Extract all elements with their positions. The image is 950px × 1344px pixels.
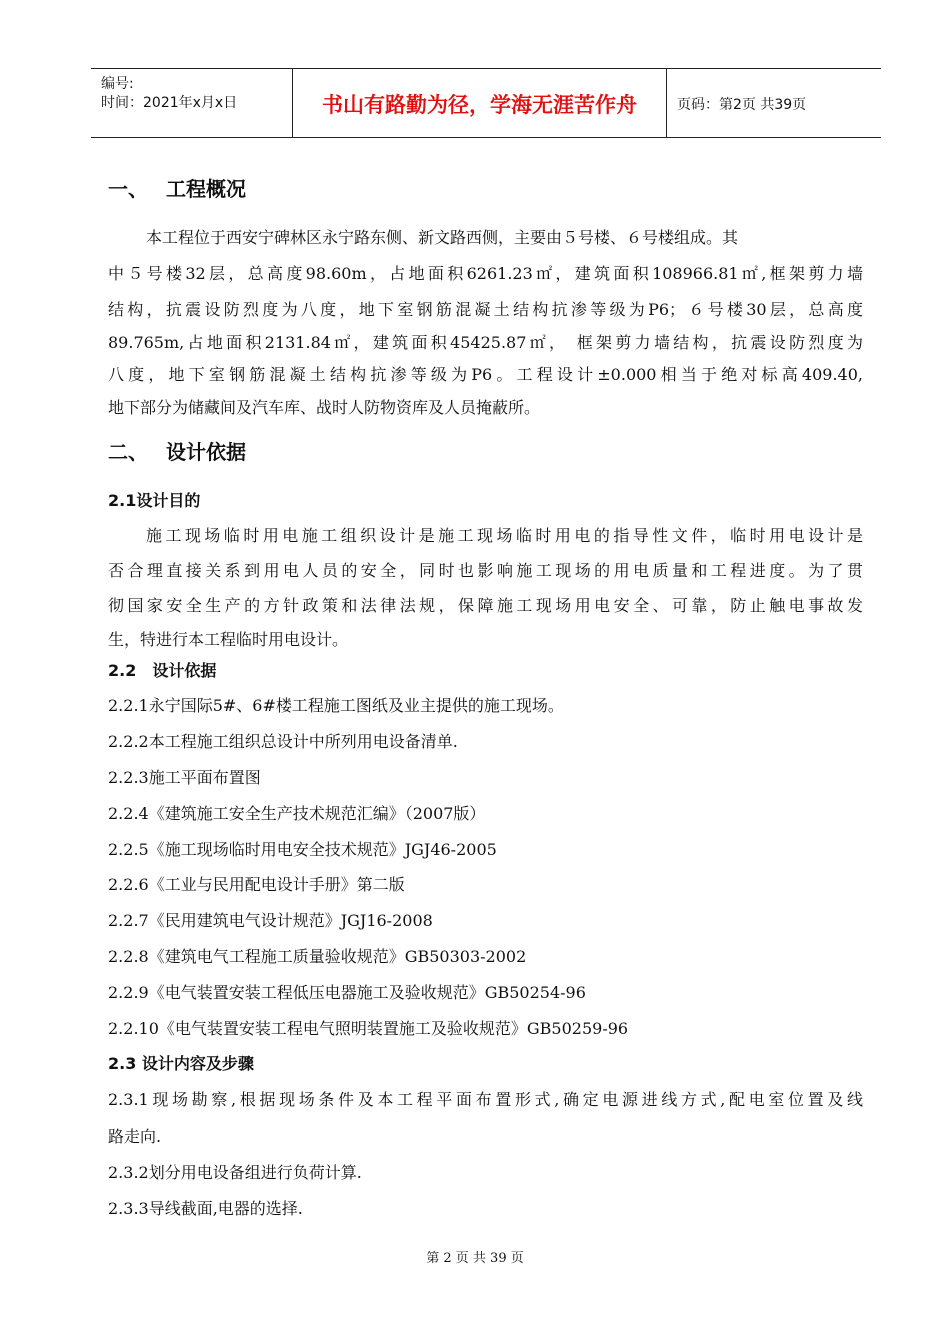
header-motto-cell xyxy=(293,69,667,137)
header-time: 时间：2021年x月x日 xyxy=(101,95,238,111)
reference-item: 2.2.5《施工现场临时用电安全技术规范》JGJ46-2005 xyxy=(108,840,497,859)
page-header xyxy=(91,68,881,138)
section1-number: 一、 xyxy=(108,177,148,201)
section2-number: 二、 xyxy=(108,440,148,464)
section1-line-6: 地下部分为储藏间及汽车库、战时人防物资库及人员掩蔽所。 xyxy=(108,398,541,417)
section1-line-1: 本工程位于西安宁碑林区永宁路东侧、新文路西侧，主要由５号楼、６号楼组成。其 xyxy=(146,228,739,247)
page-footer: 第 2 页 共 39 页 xyxy=(426,1251,524,1266)
reference-item: 2.2.6《工业与民用配电设计手册》第二版 xyxy=(108,875,405,894)
section2-3-line-4: 2.3.3导线截面,电器的选择. xyxy=(108,1199,303,1218)
section1-line-5: 八度，地下室钢筋混凝土结构抗渗等级为P6。工程设计±0.000相当于绝对标高409.40, xyxy=(108,365,863,384)
section2-3-line-1: 2.3.1现场勘察,根据现场条件及本工程平面布置形式,确定电源进线方式,配电室位置及线 xyxy=(108,1090,863,1109)
section2-1-line-4: 生，特进行本工程临时用电设计。 xyxy=(108,630,349,649)
reference-item: 2.2.2本工程施工组织总设计中所列用电设备清单. xyxy=(108,732,458,751)
reference-item: 2.2.7《民用建筑电气设计规范》JGJ16-2008 xyxy=(108,911,433,930)
section1-line-4: 89.765m,占地面积2131.84㎡，建筑面积45425.87㎡， 框架剪力墙结构，抗震设防烈度为 xyxy=(108,333,863,352)
section2-1-line-2: 否合理直接关系到用电人员的安全，同时也影响施工现场的用电质量和工程进度。为了贯 xyxy=(108,561,863,580)
section2-2-heading: 2.2 设计依据 xyxy=(108,661,217,680)
section1-title: 工程概况 xyxy=(166,177,246,201)
reference-item: 2.2.10《电气装置安装工程电气照明装置施工及验收规范》GB50259-96 xyxy=(108,1019,629,1038)
section2-title: 设计依据 xyxy=(166,440,246,464)
header-meta-cell xyxy=(91,69,293,137)
section1-line-2: 中５号楼32层，总高度98.60m，占地面积6261.23㎡，建筑面积108966.81㎡,框架剪力墙 xyxy=(108,264,863,283)
section2-3-line-2: 路走向. xyxy=(108,1127,162,1146)
reference-item: 2.2.1永宁国际5#、6#楼工程施工图纸及业主提供的施工现场。 xyxy=(108,696,564,715)
section1-line-3: 结构，抗震设防烈度为八度，地下室钢筋混凝土结构抗渗等级为P6；６号楼30层，总高度 xyxy=(108,300,863,319)
section2-1-heading: 2.1设计目的 xyxy=(108,491,201,510)
reference-item: 2.2.4《建筑施工安全生产技术规范汇编》（2007版） xyxy=(108,804,486,823)
header-motto: 书山有路勤为径，学海无涯苦作舟 xyxy=(322,93,637,117)
section2-1-line-1: 施工现场临时用电施工组织设计是施工现场临时用电的指导性文件，临时用电设计是 xyxy=(146,526,863,545)
section2-3-line-3: 2.3.2划分用电设备组进行负荷计算. xyxy=(108,1163,362,1182)
reference-item: 2.2.9《电气装置安装工程低压电器施工及验收规范》GB50254-96 xyxy=(108,983,586,1002)
reference-item: 2.2.8《建筑电气工程施工质量验收规范》GB50303-2002 xyxy=(108,947,527,966)
header-page-cell xyxy=(667,69,881,137)
section2-3-heading: 2.3 设计内容及步骤 xyxy=(108,1054,254,1073)
header-number: 编号: xyxy=(101,76,134,92)
section2-heading xyxy=(108,436,246,465)
section2-1-line-3: 彻国家安全生产的方针政策和法律法规，保障施工现场用电安全、可靠，防止触电事故发 xyxy=(108,596,863,615)
section1-heading xyxy=(108,173,246,202)
reference-item: 2.2.3施工平面布置图 xyxy=(108,768,261,787)
header-page-number: 页码：第2页 共39页 xyxy=(677,97,807,113)
